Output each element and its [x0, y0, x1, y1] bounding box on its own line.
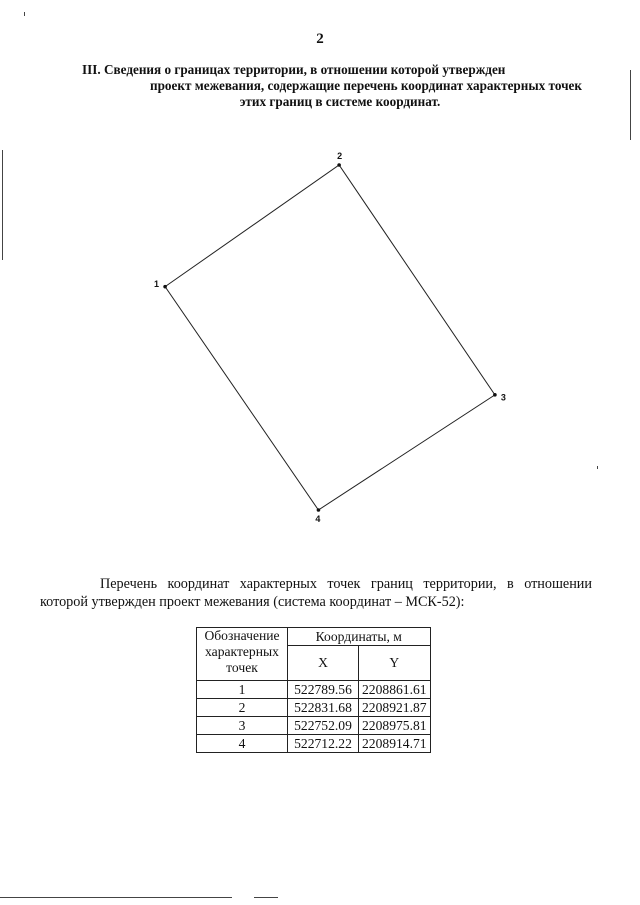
cell-y: 2208914.71: [359, 735, 431, 753]
cell-point: 1: [197, 681, 288, 699]
header-y: Y: [359, 646, 431, 681]
vertex-label-2: 2: [337, 151, 343, 162]
scan-mark-topleft: [24, 12, 25, 16]
scan-mark-bottom-1: [0, 897, 232, 898]
vertex-marker-1: [163, 285, 167, 289]
page-number: 2: [316, 31, 324, 47]
scan-mark-bottom-2: [254, 897, 278, 898]
coordinates-table: [196, 627, 431, 753]
cell-y: 2208975.81: [359, 717, 431, 735]
table-row: [197, 717, 431, 735]
section-heading-line-3: этих границ в системе координат.: [239, 94, 441, 109]
cell-point: 2: [197, 699, 288, 717]
vertex-label-1: 1: [154, 278, 160, 289]
caption-line-2: которой утвержден проект межевания (система координат – МСК-52):: [40, 594, 465, 610]
coordinates-caption: [40, 575, 592, 611]
table-header-row: [197, 628, 431, 646]
cell-x: 522712.22: [288, 735, 359, 753]
section-heading-line-1: III. Сведения о границах территории, в отношении которой утвержден: [82, 62, 506, 77]
vertex-marker-4: [317, 508, 321, 512]
scan-mark-left: [2, 150, 3, 260]
caption-line-1: Перечень координат характерных точек границ территории, в отношении: [100, 576, 592, 592]
table-row: [197, 735, 431, 753]
section-heading-line-2: проект межевания, содержащие перечень координат характерных точек: [149, 78, 582, 93]
vertex-marker-3: [493, 393, 497, 397]
cell-x: 522789.56: [288, 681, 359, 699]
section-heading: [70, 62, 590, 110]
cell-x: 522752.09: [288, 717, 359, 735]
vertex-label-4: 4: [315, 513, 321, 524]
header-coordinates: Координаты, м: [288, 628, 431, 646]
boundary-diagram: [140, 140, 520, 535]
table-row: [197, 699, 431, 717]
cell-y: 2208861.61: [359, 681, 431, 699]
cell-x: 522831.68: [288, 699, 359, 717]
table-row: [197, 681, 431, 699]
header-designation: Обозначение характерных точек: [197, 628, 288, 681]
boundary-polygon: [165, 165, 495, 510]
cell-point: 4: [197, 735, 288, 753]
vertex-marker-2: [337, 163, 341, 167]
scan-mark-right: [630, 70, 631, 140]
cell-point: 3: [197, 717, 288, 735]
vertex-label-3: 3: [500, 392, 506, 403]
cell-y: 2208921.87: [359, 699, 431, 717]
scan-mark-right-dot: [597, 466, 598, 469]
header-x: X: [288, 646, 359, 681]
